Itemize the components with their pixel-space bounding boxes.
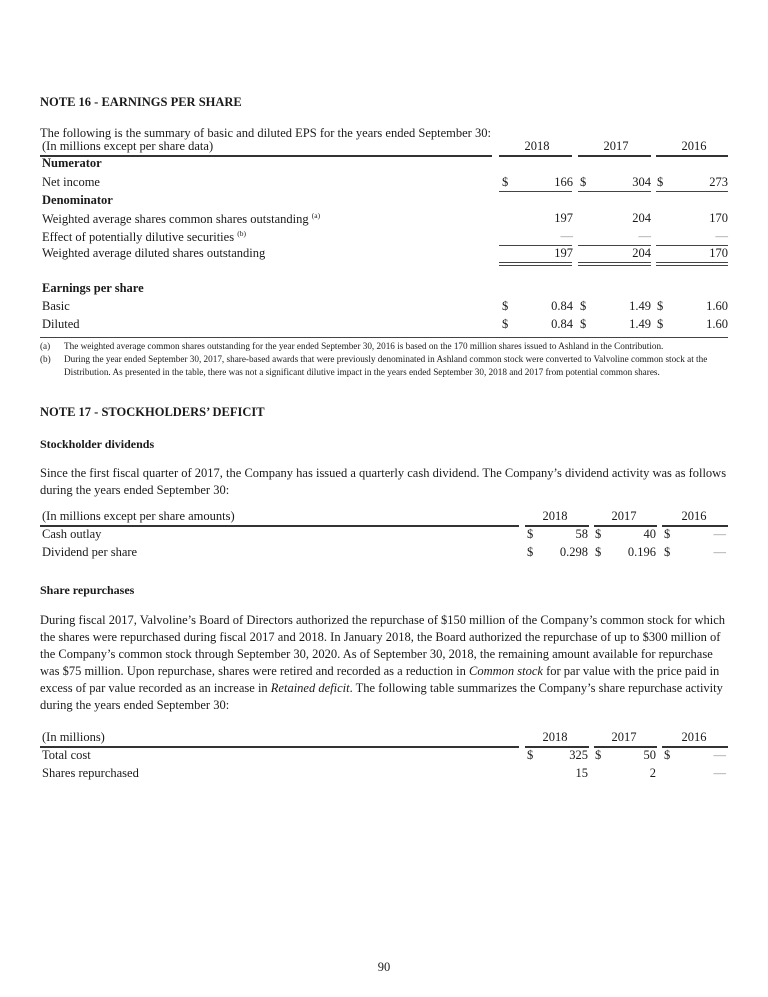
cell-2016: 170 — [709, 211, 728, 225]
row-diluted: Diluted $ 0.84 $ 1.49 $ 1.60 — [40, 317, 728, 335]
double-rule — [578, 265, 651, 266]
cell-2017: $ 50 — [595, 748, 656, 762]
footnote-b: (b) During the year ended September 30, 2017, share-based awards that were previously denominated in Ashland common stock were converted to Valvoline common stock at the Distribution. As presented in the table, there was not a significant dilutive impact in the years ended September 30, 2018 and 2017 from potential common shares. — [40, 354, 708, 377]
row-dividend-per-share: Dividend per share $ 0.298 $ 0.196 $ — — [40, 545, 728, 563]
subtotal-rule — [656, 191, 728, 192]
row-diluted-shares: Weighted average diluted shares outstanding 197 204 170 — [40, 246, 728, 264]
row-basic: Basic $ 0.84 $ 1.49 $ 1.60 — [40, 299, 728, 317]
rep-year-2018: 2018 — [542, 730, 568, 744]
cell-2018: $ 325 — [527, 748, 588, 762]
row-numerator: Numerator — [42, 156, 102, 170]
dividends-table-header: (In millions except per share amounts) 2018 2017 2016 — [40, 509, 728, 527]
rep-year-2016: 2016 — [681, 730, 707, 744]
double-rule — [499, 265, 572, 266]
cell-2017: — — [638, 229, 651, 243]
double-rule — [656, 262, 728, 263]
note-17-title: NOTE 17 - STOCKHOLDERS’ DEFICIT — [40, 405, 265, 419]
cell-2016: $ 273 — [657, 175, 728, 189]
cell-2018: 197 — [554, 211, 573, 225]
subtotal-rule — [578, 191, 651, 192]
eps-year-2017: 2017 — [603, 139, 629, 153]
eps-year-2018: 2018 — [524, 139, 550, 153]
cell-2016: $ — — [664, 527, 726, 541]
div-year-2018: 2018 — [542, 509, 568, 523]
repurchases-heading: Share repurchases — [40, 583, 135, 597]
cell-2016: $ — — [664, 748, 726, 762]
footnote-rule — [40, 337, 728, 338]
page-number: 90 — [377, 960, 391, 974]
cell-2017: $ 40 — [595, 527, 656, 541]
double-rule — [499, 262, 572, 263]
eps-header-label: (In millions except per share data) — [42, 139, 214, 153]
cell-2017: $ 304 — [580, 175, 651, 189]
cell-2018: $ 58 — [527, 527, 588, 541]
subtotal-rule — [499, 191, 572, 192]
footnote-a: (a) The weighted average common shares outstanding for the year ended September 30, 2016 is based on the 170 million shares issued to Ashland in the Contribution. — [40, 341, 664, 351]
cell-2017: 204 — [632, 246, 651, 260]
cell-2016: $ 1.60 — [657, 317, 728, 331]
footnote-ref-a: (a) — [311, 211, 321, 220]
repurchases-table-header: (In millions) 2018 2017 2016 — [40, 730, 728, 748]
cell-2017: $ 1.49 — [580, 299, 651, 313]
cell-2017: $ 0.196 — [595, 545, 656, 559]
cell-2017: $ 1.49 — [580, 317, 651, 331]
row-eps-heading: Earnings per share — [42, 281, 144, 295]
cell-2018: — — [560, 229, 573, 243]
double-rule — [656, 265, 728, 266]
cell-2018: $ 0.84 — [502, 299, 573, 313]
cell-2018: $ 0.298 — [527, 545, 588, 559]
rep-year-2017: 2017 — [611, 730, 637, 744]
row-dilutive-securities: Effect of potentially dilutive securities $^{(b)}$ — — — — [40, 229, 728, 247]
cell-2018: 197 — [554, 246, 573, 260]
dividends-heading: Stockholder dividends — [40, 437, 155, 451]
cell-2016: — — [715, 229, 728, 243]
row-total-cost: Total cost $ 325 $ 50 $ — — [40, 748, 728, 766]
cell-2018: $ 0.84 — [502, 317, 573, 331]
note-16-title: NOTE 16 - EARNINGS PER SHARE — [40, 95, 242, 109]
eps-year-2016: 2016 — [681, 139, 707, 153]
cell-2016: — — [713, 766, 726, 780]
row-denominator: Denominator — [42, 193, 113, 207]
cell-2016: $ — — [664, 545, 726, 559]
dividends-paragraph: Since the first fiscal quarter of 2017, the Company has issued a quarterly cash dividend. The Company’s dividend activity was as follows during the years ended September 30: — [40, 466, 727, 497]
div-year-2016: 2016 — [681, 509, 707, 523]
note-16-intro: The following is the summary of basic and diluted EPS for the years ended September 30: — [40, 126, 491, 140]
row-shares-repurchased: Shares repurchased 15 2 — — [40, 766, 728, 784]
row-weighted-avg-shares: Weighted average shares common shares outstanding $^{(a)}$ 197 204 170 — [40, 211, 728, 229]
cell-2017: 2 — [649, 766, 656, 780]
repurchases-paragraph: During fiscal 2017, Valvoline’s Board of Directors authorized the repurchase of $150 million of the Company’s common stock for which the shares were repurchased during fiscal 2017 and 2018. In January 2018, the Board authorized the repurchase of up to $300 million of the Company’s common stock through September 30, 2020. As of September 30, 2018, the remaining amount available for repurchase was $75 million. Upon repurchase, shares were retired and recorded as a reduction in Common stock for par value with the price paid in excess of par value recorded as an increase in Retained deficit. The following table summarizes the Company’s share repurchase activity during the years ended September 30: — [40, 613, 726, 712]
double-rule — [578, 262, 651, 263]
cell-2018: 15 — [575, 766, 588, 780]
row-cash-outlay: Cash outlay $ 58 $ 40 $ — — [40, 527, 728, 545]
cell-2018: $ 166 — [502, 175, 573, 189]
div-year-2017: 2017 — [611, 509, 637, 523]
footnote-ref-b: (b) — [237, 229, 246, 238]
cell-2016: $ 1.60 — [657, 299, 728, 313]
row-net-income: Net income $ 166 $ 304 $ 273 — [40, 175, 728, 193]
cell-2017: 204 — [632, 211, 651, 225]
cell-2016: 170 — [709, 246, 728, 260]
